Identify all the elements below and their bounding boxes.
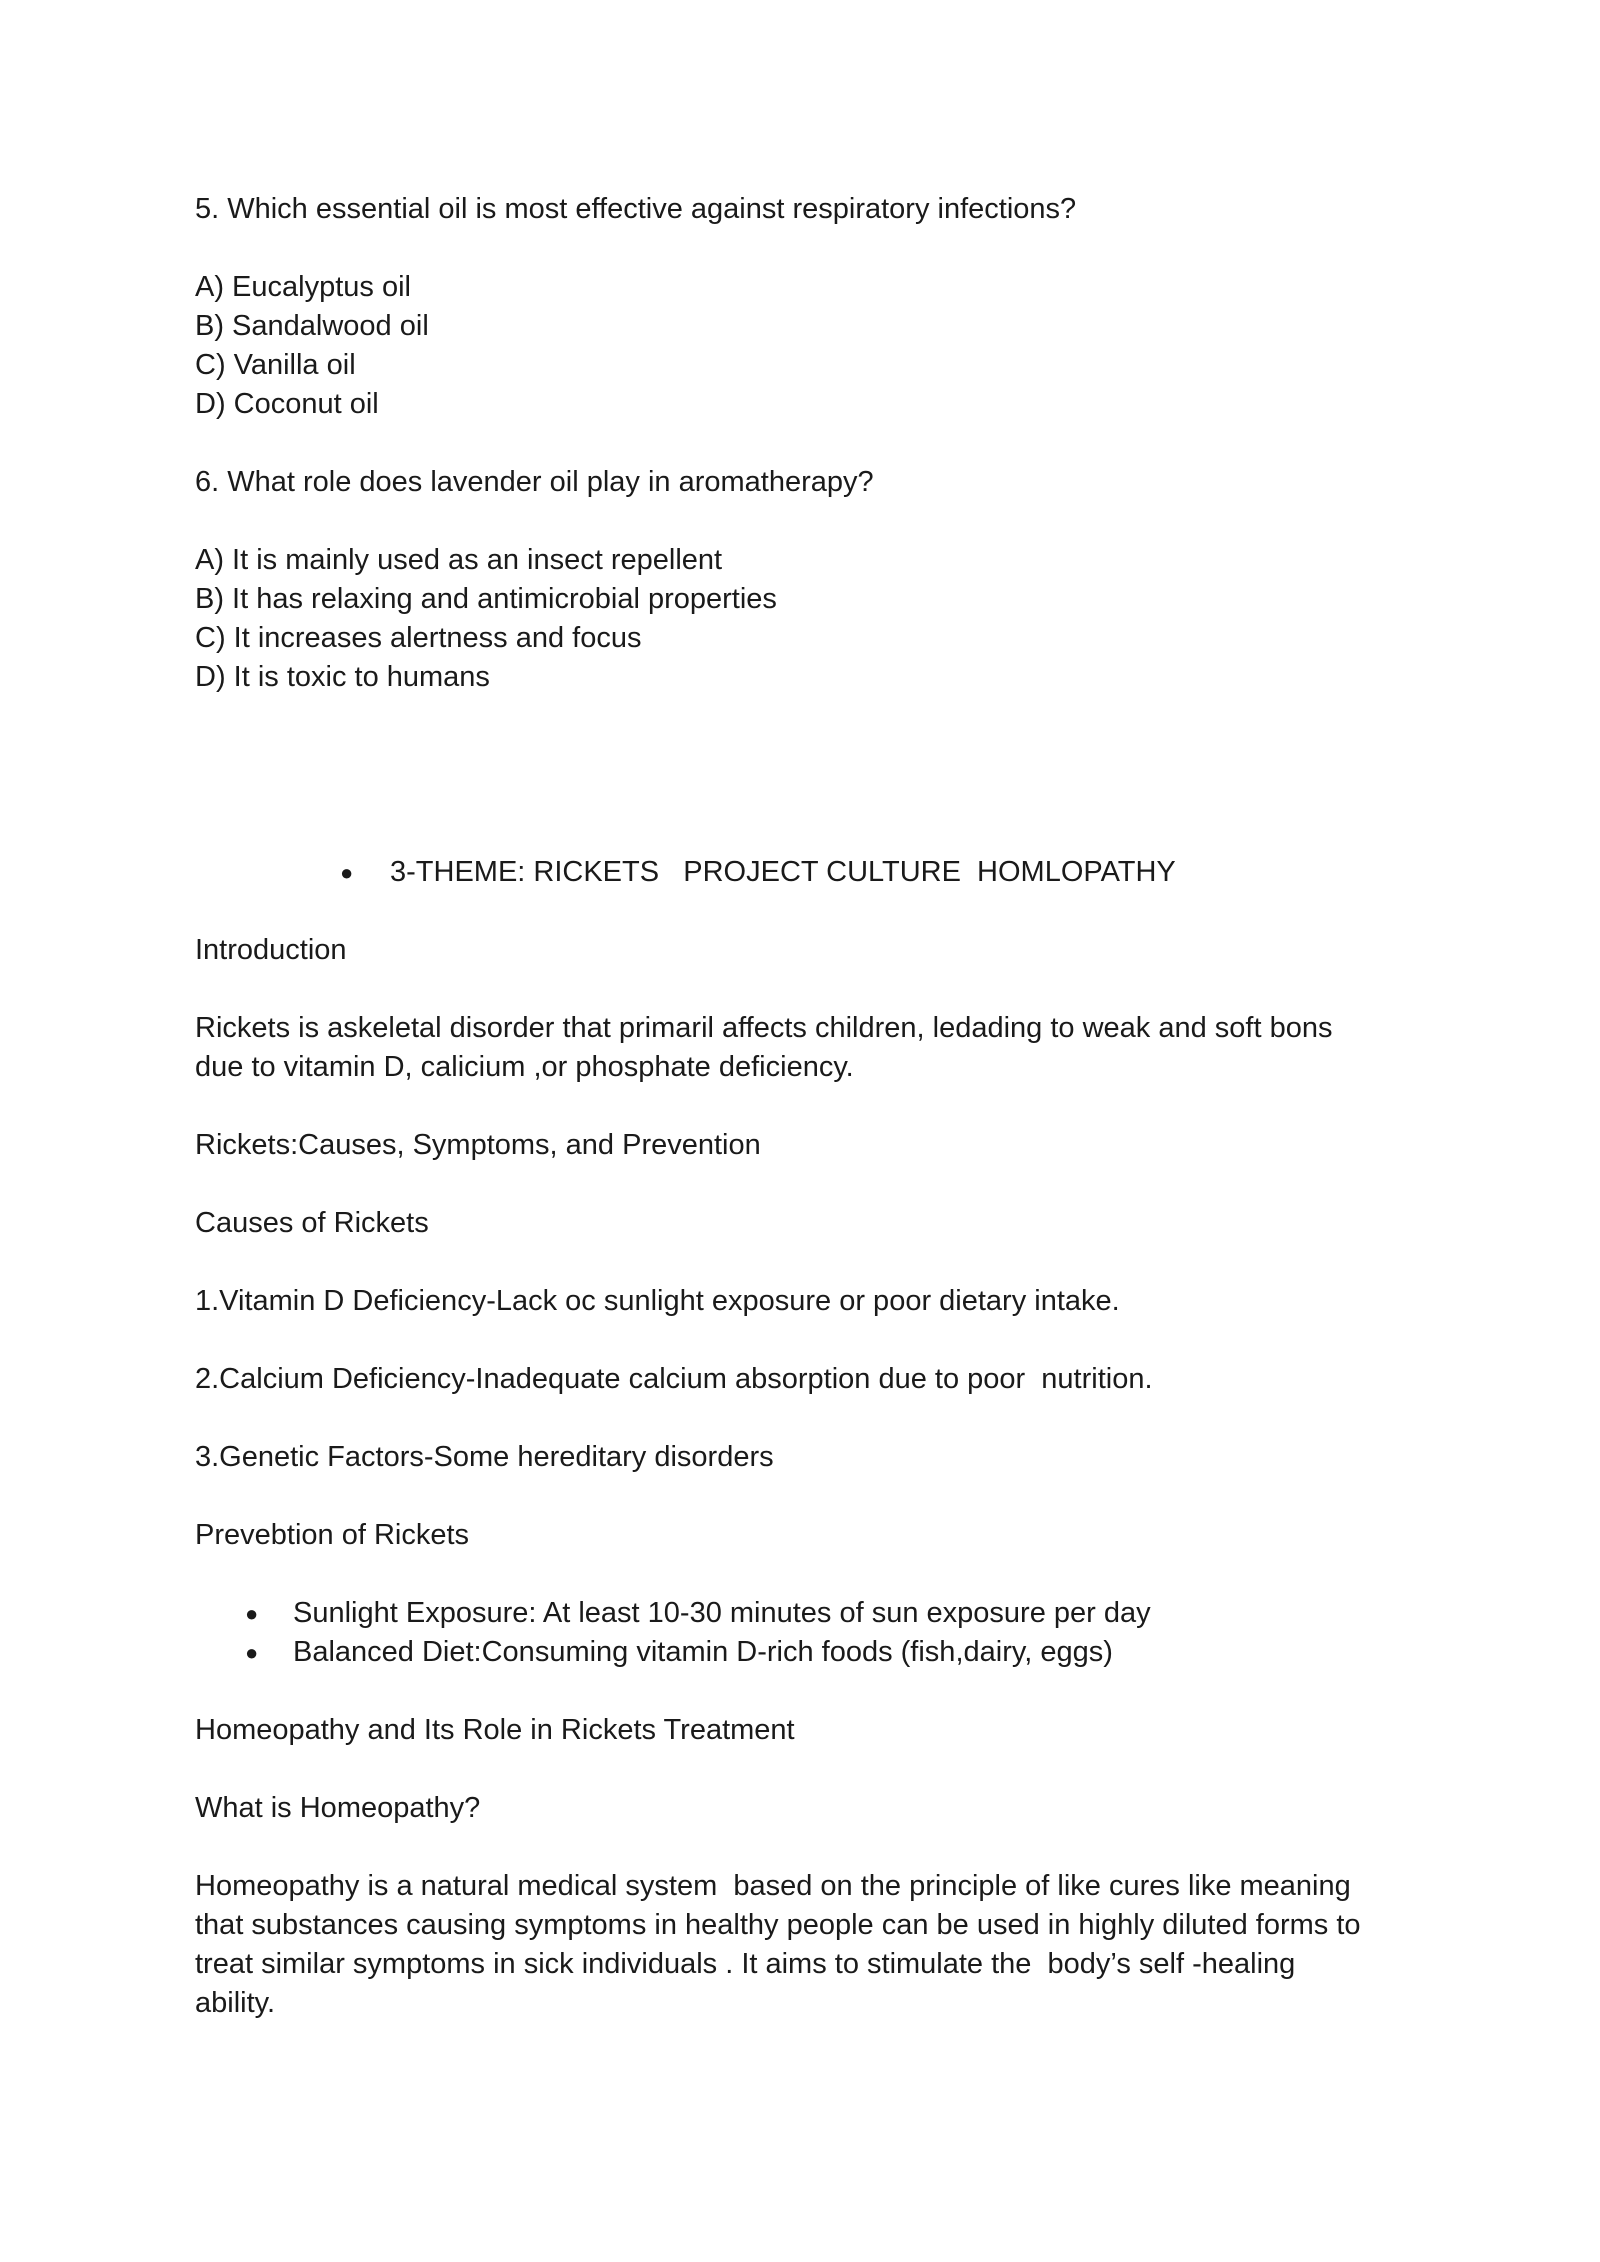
- introduction-heading: Introduction: [195, 934, 347, 966]
- prevention-item-text: Balanced Diet:Consuming vitamin D-rich foods (fish,dairy, eggs): [293, 1636, 1113, 1668]
- question-6: 6. What role does lavender oil play in aromatherapy?: [195, 466, 874, 498]
- intro-paragraph-line-1: Rickets is askeletal disorder that primaril affects children, ledading to weak and soft bons: [195, 1012, 1333, 1044]
- cause-item: 1.Vitamin D Deficiency-Lack oc sunlight exposure or poor dietary intake.: [195, 1285, 1120, 1317]
- prevention-heading: Prevebtion of Rickets: [195, 1519, 470, 1551]
- q5-option-a: A) Eucalyptus oil: [195, 271, 411, 303]
- homeopathy-paragraph-line: ability.: [195, 1987, 276, 2019]
- cause-item: 3.Genetic Factors-Some hereditary disorders: [195, 1441, 774, 1473]
- bullet-icon: ●: [245, 1640, 259, 1665]
- q5-option-c: C) Vanilla oil: [195, 349, 356, 381]
- document-page: [195, 190, 1415, 2023]
- homeopathy-paragraph-line: that substances causing symptoms in healthy people can be used in highly diluted forms to: [195, 1909, 1361, 1941]
- theme-heading: [195, 853, 1415, 892]
- q6-option-c: C) It increases alertness and focus: [195, 622, 642, 654]
- q6-option-b: B) It has relaxing and antimicrobial properties: [195, 583, 777, 615]
- homeopathy-paragraph-line: Homeopathy is a natural medical system based on the principle of like cures like meaning: [195, 1870, 1351, 1902]
- q5-option-b: B) Sandalwood oil: [195, 310, 429, 342]
- question-5: 5. Which essential oil is most effective against respiratory infections?: [195, 193, 1077, 225]
- intro-paragraph-line-2: due to vitamin D, calicium ,or phosphate deficiency.: [195, 1051, 854, 1083]
- prevention-item-text: Sunlight Exposure: At least 10-30 minutes of sun exposure per day: [293, 1597, 1151, 1629]
- q5-option-d: D) Coconut oil: [195, 388, 379, 420]
- subtitle: Rickets:Causes, Symptoms, and Prevention: [195, 1129, 761, 1161]
- what-is-homeopathy-heading: What is Homeopathy?: [195, 1792, 481, 1824]
- homeopathy-heading: Homeopathy and Its Role in Rickets Treatment: [195, 1714, 795, 1746]
- causes-heading: Causes of Rickets: [195, 1207, 429, 1239]
- list-item: [195, 1594, 1415, 1633]
- bullet-icon: ●: [245, 1601, 259, 1626]
- bullet-icon: ●: [340, 860, 354, 885]
- homeopathy-paragraph-line: treat similar symptoms in sick individuals . It aims to stimulate the body’s self -healing: [195, 1948, 1296, 1980]
- theme-text: 3-THEME: RICKETS PROJECT CULTURE HOMLOPATHY: [390, 856, 1176, 888]
- q6-option-d: D) It is toxic to humans: [195, 661, 490, 693]
- q6-option-a: A) It is mainly used as an insect repellent: [195, 544, 723, 576]
- list-item: [195, 1633, 1415, 1672]
- cause-item: 2.Calcium Deficiency-Inadequate calcium absorption due to poor nutrition.: [195, 1363, 1153, 1395]
